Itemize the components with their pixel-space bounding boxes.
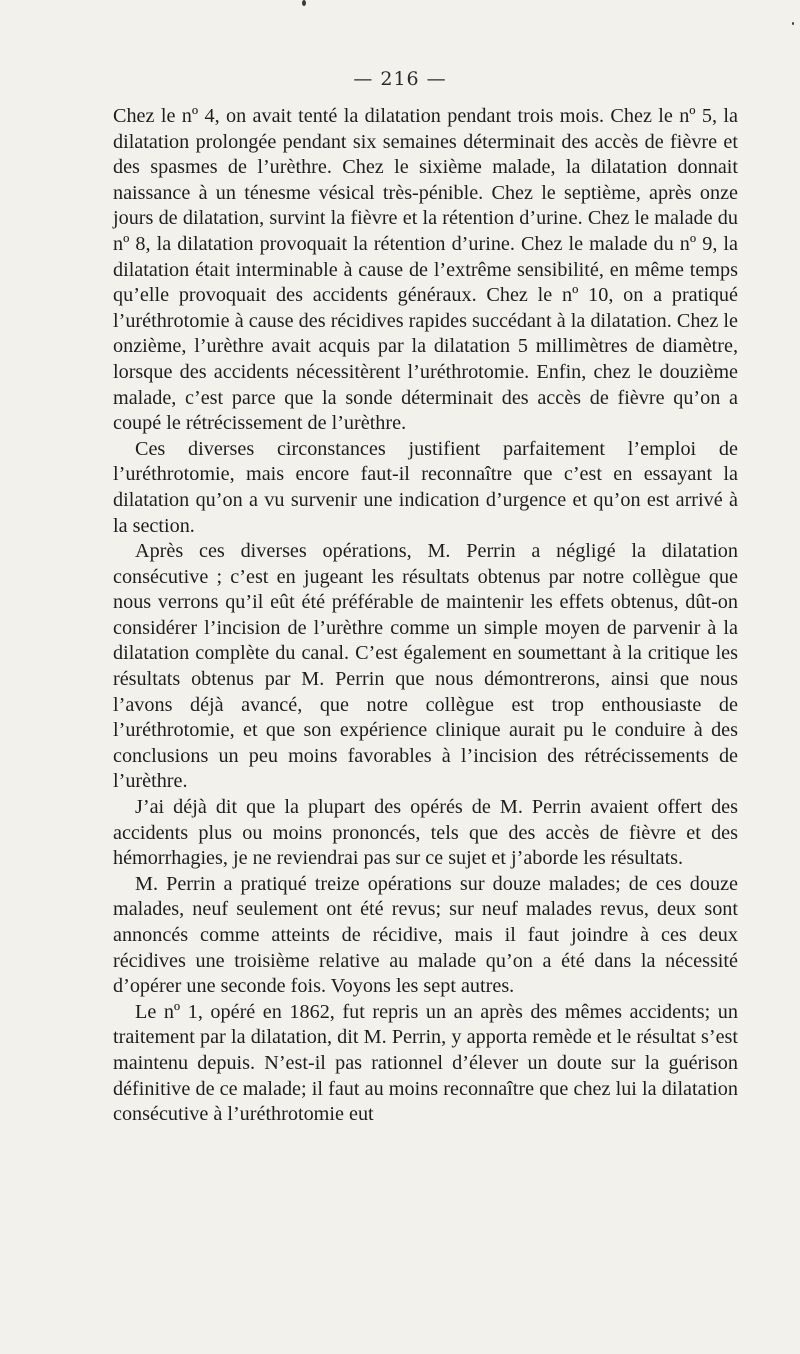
print-speck — [302, 0, 306, 6]
paragraph: Chez le nº 4, on avait tenté la dilatation pendant trois mois. Chez le nº 5, la dilatation prolongée pendant six semaines déterminait des accès de fièvre et des spasmes de l’urèthre. Chez le sixième malade, la dilatation donnait naissance à un ténesme vésical très-pénible. Chez le septième, après onze jours de dilatation, survint la fièvre et la rétention d’urine. Chez le malade du nº 8, la dilatation provoquait la rétention d’urine. Chez le malade du nº 9, la dilatation était interminable à cause de l’extrême sensibilité, en même temps qu’elle provoquait des accidents généraux. Chez le nº 10, on a pratiqué l’uréthrotomie à cause des récidives rapides succédant à la dilatation. Chez le onzième, l’urèthre avait acquis par la dilatation 5 millimètres de diamètre, lorsque des accidents nécessitèrent l’uréthrotomie. Enfin, chez le douzième malade, c’est parce que la sonde déterminait des accès de fièvre qu’on a coupé le rétrécissement de l’urèthre. — [113, 105, 738, 435]
paragraph: M. Perrin a pratiqué treize opérations sur douze malades; de ces douze malades, neuf seulement ont été revus; sur neuf malades revus, deux sont annoncés comme atteints de récidive, mais il faut joindre à ces deux récidives une troisième relative au malade qu’on a été dans la nécessité d’opérer une seconde fois. Voyons les sept autres. — [113, 872, 738, 998]
paragraph: Ces diverses circonstances justifient parfaitement l’emploi de l’uréthrotomie, mais encore faut-il reconnaître que c’est en essayant la dilatation qu’on a vu survenir une indication d’urgence et qu’on est arrivé à la section. — [113, 437, 738, 537]
paragraph: J’ai déjà dit que la plupart des opérés de M. Perrin avaient offert des accidents plus ou moins prononcés, tels que des accès de fièvre et des hémorrhagies, je ne reviendrai pas sur ce sujet et j’aborde les résultats. — [113, 796, 738, 870]
print-speck — [792, 22, 794, 25]
paragraph: Après ces diverses opérations, M. Perrin a négligé la dilatation consécutive ; c’est en jugeant les résultats obtenus par notre collègue que nous verrons qu’il eût été préférable de maintenir les effets obtenus, dût-on considérer l’incision de l’urèthre comme un simple moyen de parvenir à la dilatation complète du canal. C’est également en soumettant à la critique les résultats obtenus par M. Perrin que nous démontrerons, ainsi que nous l’avons déjà avancé, que notre collègue est trop enthousiaste de l’uréthrotomie, et que son expérience clinique aurait pu le conduire à des conclusions un peu moins favorables à l’incision des rétrécissements de l’urèthre. — [113, 540, 738, 793]
body-text — [113, 104, 738, 1128]
paragraph: Le nº 1, opéré en 1862, fut repris un an après des mêmes accidents; un traitement par la dilatation, dit M. Perrin, y apporta remède et le résultat s’est maintenu depuis. N’est-il pas rationnel d’élever un doute sur la guérison définitive de ce malade; il faut au moins reconnaître que chez lui la dilatation consécutive à l’uréthrotomie eut — [113, 1000, 738, 1126]
page-number: — 216 — — [353, 68, 447, 90]
